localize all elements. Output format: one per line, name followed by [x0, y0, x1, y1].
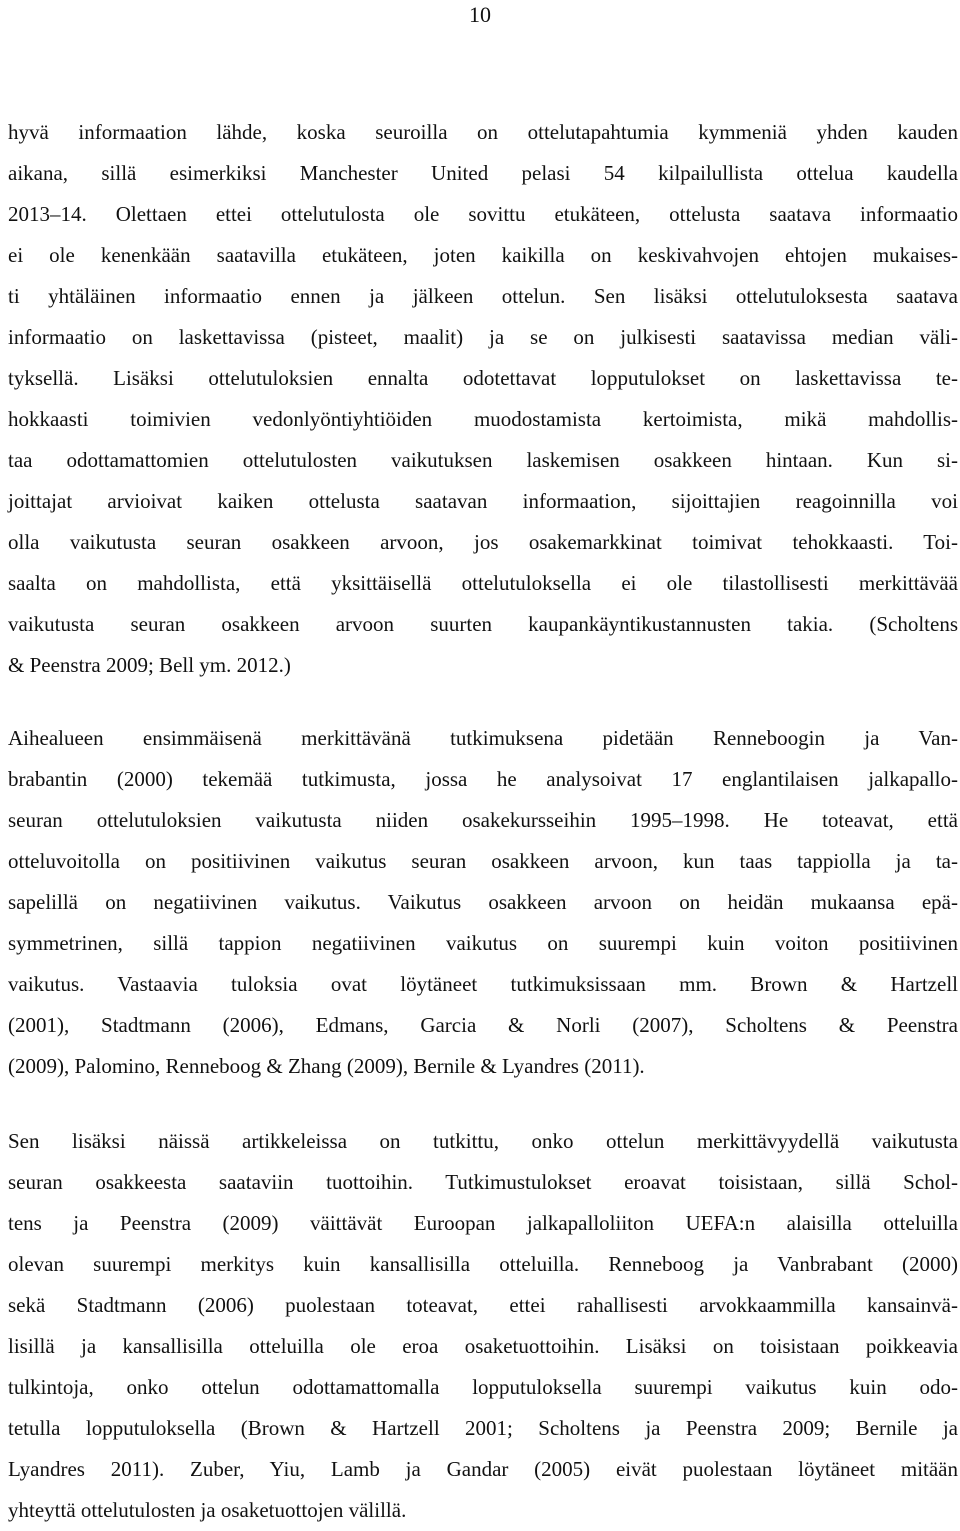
- text-line: yhteyttä ottelutulosten ja osaketuottojen välillä.: [8, 1498, 407, 1522]
- text-line: brabantin (2000) tekemää tutkimusta, jossa he analysoivat 17 englantilaisen jalkapallo-: [8, 767, 958, 791]
- paragraph-1: [8, 112, 958, 686]
- text-line: seuran ottelutuloksien vaikutusta niiden osakekursseihin 1995–1998. He toteavat, että: [8, 808, 958, 832]
- text-line: taa odottamattomien ottelutulosten vaikutuksen laskemisen osakkeen hintaan. Kun si-: [8, 448, 958, 472]
- text-line: informaatio on laskettavissa (pisteet, maalit) ja se on julkisesti saatavissa median väli-: [8, 325, 958, 349]
- text-line: joittajat arvioivat kaiken ottelusta saatavan informaation, sijoittajien reagoinnilla voi: [8, 489, 958, 513]
- text-line: seuran osakkeesta saataviin tuottoihin. Tutkimustulokset eroavat toisistaan, sillä Schol-: [8, 1170, 958, 1194]
- text-line: lisillä ja kansallisilla otteluilla ole eroa osaketuottoihin. Lisäksi on toisistaan poikkeavia: [8, 1334, 958, 1358]
- text-line: tyksellä. Lisäksi ottelutuloksien ennalta odotettavat lopputulokset on laskettavissa te-: [8, 366, 958, 390]
- text-line: Sen lisäksi näissä artikkeleissa on tutkittu, onko ottelun merkittävyydellä vaikutusta: [8, 1129, 958, 1153]
- text-line: sekä Stadtmann (2006) puolestaan toteavat, ettei rahallisesti arvokkaammilla kansainvä-: [8, 1293, 958, 1317]
- text-line: 2013–14. Olettaen ettei ottelutulosta ole sovittu etukäteen, ottelusta saatava informaatio: [8, 202, 958, 226]
- text-line: hokkaasti toimivien vedonlyöntiyhtiöiden muodostamista kertoimista, mikä mahdollis-: [8, 407, 958, 431]
- text-line: ei ole kenenkään saatavilla etukäteen, joten kaikilla on keskivahvojen ehtojen mukaises-: [8, 243, 958, 267]
- text-line: olla vaikutusta seuran osakkeen arvoon, jos osakemarkkinat toimivat tehokkaasti. Toi-: [8, 530, 958, 554]
- text-line: & Peenstra 2009; Bell ym. 2012.): [8, 653, 291, 677]
- text-line: (2001), Stadtmann (2006), Edmans, Garcia & Norli (2007), Scholtens & Peenstra: [8, 1013, 958, 1037]
- text-line: tulkintoja, onko ottelun odottamattomalla lopputuloksella suurempi vaikutus kuin odo-: [8, 1375, 958, 1399]
- text-line: tens ja Peenstra (2009) väittävät Euroopan jalkapalloliiton UEFA:n alaisilla otteluilla: [8, 1211, 958, 1235]
- text-line: symmetrinen, sillä tappion negatiivinen vaikutus on suurempi kuin voiton positiivinen: [8, 931, 958, 955]
- text-line: vaikutus. Vastaavia tuloksia ovat löytäneet tutkimuksissaan mm. Brown & Hartzell: [8, 972, 958, 996]
- text-line: ti yhtäläinen informaatio ennen ja jälkeen ottelun. Sen lisäksi ottelutuloksesta saatava: [8, 284, 958, 308]
- text-line: saalta on mahdollista, että yksittäisellä ottelutuloksella ei ole tilastollisesti merkittävää: [8, 571, 958, 595]
- text-line: vaikutusta seuran osakkeen arvoon suurten kaupankäyntikustannusten takia. (Scholtens: [8, 612, 958, 636]
- text-line: hyvä informaation lähde, koska seuroilla on ottelutapahtumia kymmeniä yhden kauden: [8, 120, 958, 144]
- text-line: (2009), Palomino, Renneboog & Zhang (2009), Bernile & Lyandres (2011).: [8, 1054, 645, 1078]
- text-line: otteluvoitolla on positiivinen vaikutus seuran osakkeen arvoon, kun taas tappiolla ja ta-: [8, 849, 958, 873]
- text-line: olevan suurempi merkitys kuin kansallisilla otteluilla. Renneboog ja Vanbrabant (2000): [8, 1252, 958, 1276]
- paragraph-3: [8, 1121, 958, 1531]
- page-number: 10: [469, 2, 491, 27]
- text-line: Lyandres 2011). Zuber, Yiu, Lamb ja Gandar (2005) eivät puolestaan löytäneet mitään: [8, 1457, 958, 1481]
- text-line: tetulla lopputuloksella (Brown & Hartzell 2001; Scholtens ja Peenstra 2009; Bernile ja: [8, 1416, 958, 1440]
- paragraph-2: [8, 718, 958, 1087]
- text-line: Aihealueen ensimmäisenä merkittävänä tutkimuksena pidetään Renneboogin ja Van-: [8, 726, 958, 750]
- text-line: aikana, sillä esimerkiksi Manchester United pelasi 54 kilpailullista ottelua kaudella: [8, 161, 958, 185]
- text-line: sapelillä on negatiivinen vaikutus. Vaikutus osakkeen arvoon on heidän mukaansa epä-: [8, 890, 958, 914]
